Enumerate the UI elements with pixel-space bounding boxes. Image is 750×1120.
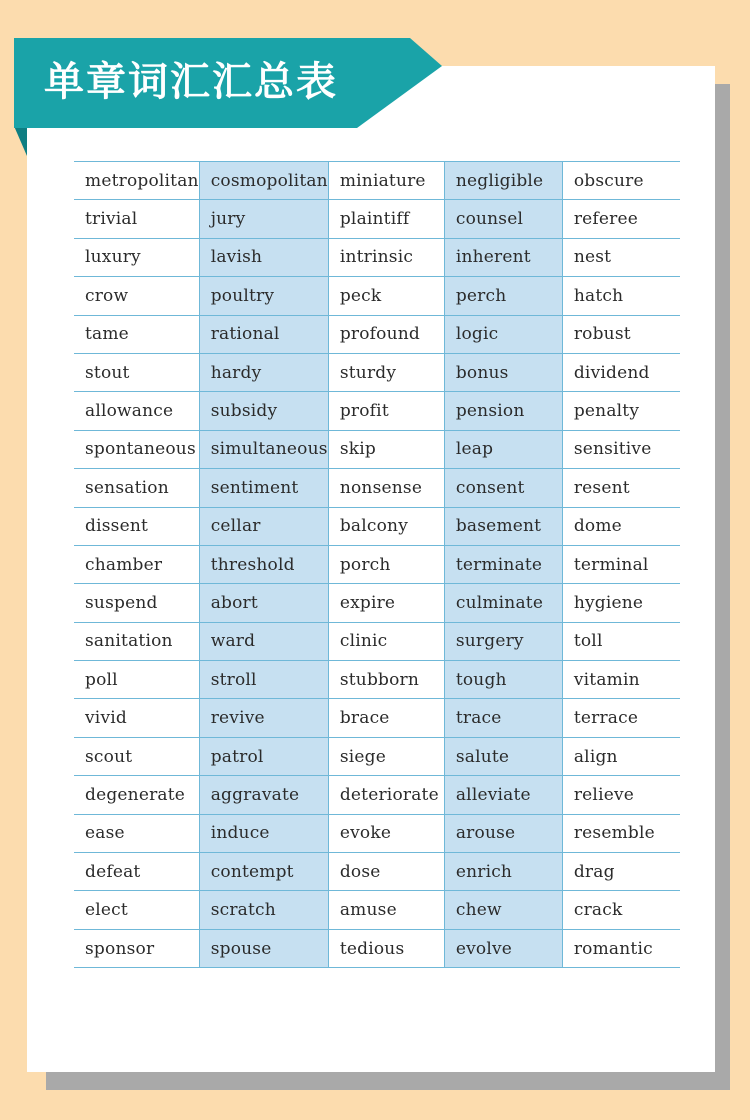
table-row xyxy=(74,162,680,200)
table-row xyxy=(74,929,680,967)
vocab-cell: trace xyxy=(444,699,562,737)
vocab-cell: skip xyxy=(328,430,444,468)
vocab-cell: scratch xyxy=(199,891,328,929)
table-row xyxy=(74,853,680,891)
vocab-cell: terminal xyxy=(562,545,680,583)
vocab-cell: clinic xyxy=(328,622,444,660)
vocab-cell: tough xyxy=(444,661,562,699)
vocab-cell: sanitation xyxy=(74,622,199,660)
table-row xyxy=(74,545,680,583)
vocab-cell: hatch xyxy=(562,277,680,315)
vocab-cell: hygiene xyxy=(562,584,680,622)
vocab-cell: resemble xyxy=(562,814,680,852)
vocab-cell: salute xyxy=(444,737,562,775)
vocab-cell: alleviate xyxy=(444,776,562,814)
vocab-cell: tame xyxy=(74,315,199,353)
vocab-cell: stubborn xyxy=(328,661,444,699)
vocab-cell: tedious xyxy=(328,929,444,967)
vocab-cell: nest xyxy=(562,238,680,276)
vocab-cell: allowance xyxy=(74,392,199,430)
vocab-cell: nonsense xyxy=(328,469,444,507)
vocab-cell: robust xyxy=(562,315,680,353)
vocab-cell: pension xyxy=(444,392,562,430)
vocab-cell: stout xyxy=(74,353,199,391)
vocab-cell: dome xyxy=(562,507,680,545)
vocab-cell: dividend xyxy=(562,353,680,391)
table-row xyxy=(74,200,680,238)
vocab-cell: scout xyxy=(74,737,199,775)
vocab-cell: toll xyxy=(562,622,680,660)
table-row xyxy=(74,699,680,737)
table-row xyxy=(74,469,680,507)
vocab-cell: revive xyxy=(199,699,328,737)
vocab-cell: subsidy xyxy=(199,392,328,430)
vocab-cell: sensation xyxy=(74,469,199,507)
vocab-cell: bonus xyxy=(444,353,562,391)
vocab-cell: dose xyxy=(328,853,444,891)
vocab-cell: spontaneous xyxy=(74,430,199,468)
vocab-cell: sponsor xyxy=(74,929,199,967)
vocab-cell: stroll xyxy=(199,661,328,699)
vocab-cell: patrol xyxy=(199,737,328,775)
vocab-cell: profit xyxy=(328,392,444,430)
vocab-cell: abort xyxy=(199,584,328,622)
table-row xyxy=(74,584,680,622)
vocab-cell: evolve xyxy=(444,929,562,967)
vocab-cell: dissent xyxy=(74,507,199,545)
page-title: 单章词汇汇总表 xyxy=(44,59,338,105)
vocab-cell: basement xyxy=(444,507,562,545)
vocab-cell: expire xyxy=(328,584,444,622)
vocab-cell: enrich xyxy=(444,853,562,891)
vocab-cell: culminate xyxy=(444,584,562,622)
vocab-cell: peck xyxy=(328,277,444,315)
table-row xyxy=(74,891,680,929)
vocab-cell: suspend xyxy=(74,584,199,622)
table-row xyxy=(74,622,680,660)
vocab-cell: brace xyxy=(328,699,444,737)
vocab-cell: jury xyxy=(199,200,328,238)
vocab-cell: arouse xyxy=(444,814,562,852)
vocab-cell: sturdy xyxy=(328,353,444,391)
vocab-cell: leap xyxy=(444,430,562,468)
vocab-cell: counsel xyxy=(444,200,562,238)
vocab-cell: intrinsic xyxy=(328,238,444,276)
vocab-cell: degenerate xyxy=(74,776,199,814)
vocab-cell: miniature xyxy=(328,162,444,200)
vocab-cell: perch xyxy=(444,277,562,315)
vocab-cell: profound xyxy=(328,315,444,353)
vocab-cell: referee xyxy=(562,200,680,238)
vocab-cell: drag xyxy=(562,853,680,891)
vocab-cell: chew xyxy=(444,891,562,929)
vocab-cell: chamber xyxy=(74,545,199,583)
vocab-cell: inherent xyxy=(444,238,562,276)
vocab-cell: consent xyxy=(444,469,562,507)
table-row xyxy=(74,776,680,814)
vocab-cell: negligible xyxy=(444,162,562,200)
table-row xyxy=(74,737,680,775)
table-row xyxy=(74,277,680,315)
vocab-cell: hardy xyxy=(199,353,328,391)
vocab-cell: poultry xyxy=(199,277,328,315)
vocab-cell: terrace xyxy=(562,699,680,737)
vocab-cell: vitamin xyxy=(562,661,680,699)
table-row xyxy=(74,814,680,852)
vocab-cell: poll xyxy=(74,661,199,699)
table-row xyxy=(74,353,680,391)
vocab-cell: logic xyxy=(444,315,562,353)
vocab-cell: cosmopolitan xyxy=(199,162,328,200)
vocab-cell: cellar xyxy=(199,507,328,545)
vocab-cell: surgery xyxy=(444,622,562,660)
vocab-cell: align xyxy=(562,737,680,775)
table-row xyxy=(74,507,680,545)
vocab-cell: sensitive xyxy=(562,430,680,468)
vocab-cell: balcony xyxy=(328,507,444,545)
vocab-cell: elect xyxy=(74,891,199,929)
table-row xyxy=(74,238,680,276)
vocab-cell: resent xyxy=(562,469,680,507)
table-row xyxy=(74,392,680,430)
vocab-cell: terminate xyxy=(444,545,562,583)
vocab-cell: sentiment xyxy=(199,469,328,507)
vocabulary-table xyxy=(74,161,680,968)
vocab-cell: siege xyxy=(328,737,444,775)
table-row xyxy=(74,430,680,468)
vocab-cell: aggravate xyxy=(199,776,328,814)
vocab-cell: amuse xyxy=(328,891,444,929)
vocab-cell: metropolitan xyxy=(74,162,199,200)
vocab-cell: induce xyxy=(199,814,328,852)
vocab-cell: crack xyxy=(562,891,680,929)
vocab-cell: luxury xyxy=(74,238,199,276)
vocab-cell: simultaneous xyxy=(199,430,328,468)
vocab-cell: threshold xyxy=(199,545,328,583)
vocab-cell: evoke xyxy=(328,814,444,852)
table-row xyxy=(74,661,680,699)
vocab-cell: rational xyxy=(199,315,328,353)
vocab-cell: relieve xyxy=(562,776,680,814)
title-banner xyxy=(14,38,442,128)
vocab-cell: obscure xyxy=(562,162,680,200)
vocab-cell: contempt xyxy=(199,853,328,891)
vocab-cell: spouse xyxy=(199,929,328,967)
vocab-cell: trivial xyxy=(74,200,199,238)
vocab-cell: vivid xyxy=(74,699,199,737)
vocab-cell: plaintiff xyxy=(328,200,444,238)
vocab-cell: penalty xyxy=(562,392,680,430)
vocab-cell: porch xyxy=(328,545,444,583)
vocab-cell: ward xyxy=(199,622,328,660)
vocab-cell: romantic xyxy=(562,929,680,967)
vocab-cell: lavish xyxy=(199,238,328,276)
vocab-cell: defeat xyxy=(74,853,199,891)
vocab-cell: crow xyxy=(74,277,199,315)
vocab-cell: ease xyxy=(74,814,199,852)
table-row xyxy=(74,315,680,353)
vocab-cell: deteriorate xyxy=(328,776,444,814)
